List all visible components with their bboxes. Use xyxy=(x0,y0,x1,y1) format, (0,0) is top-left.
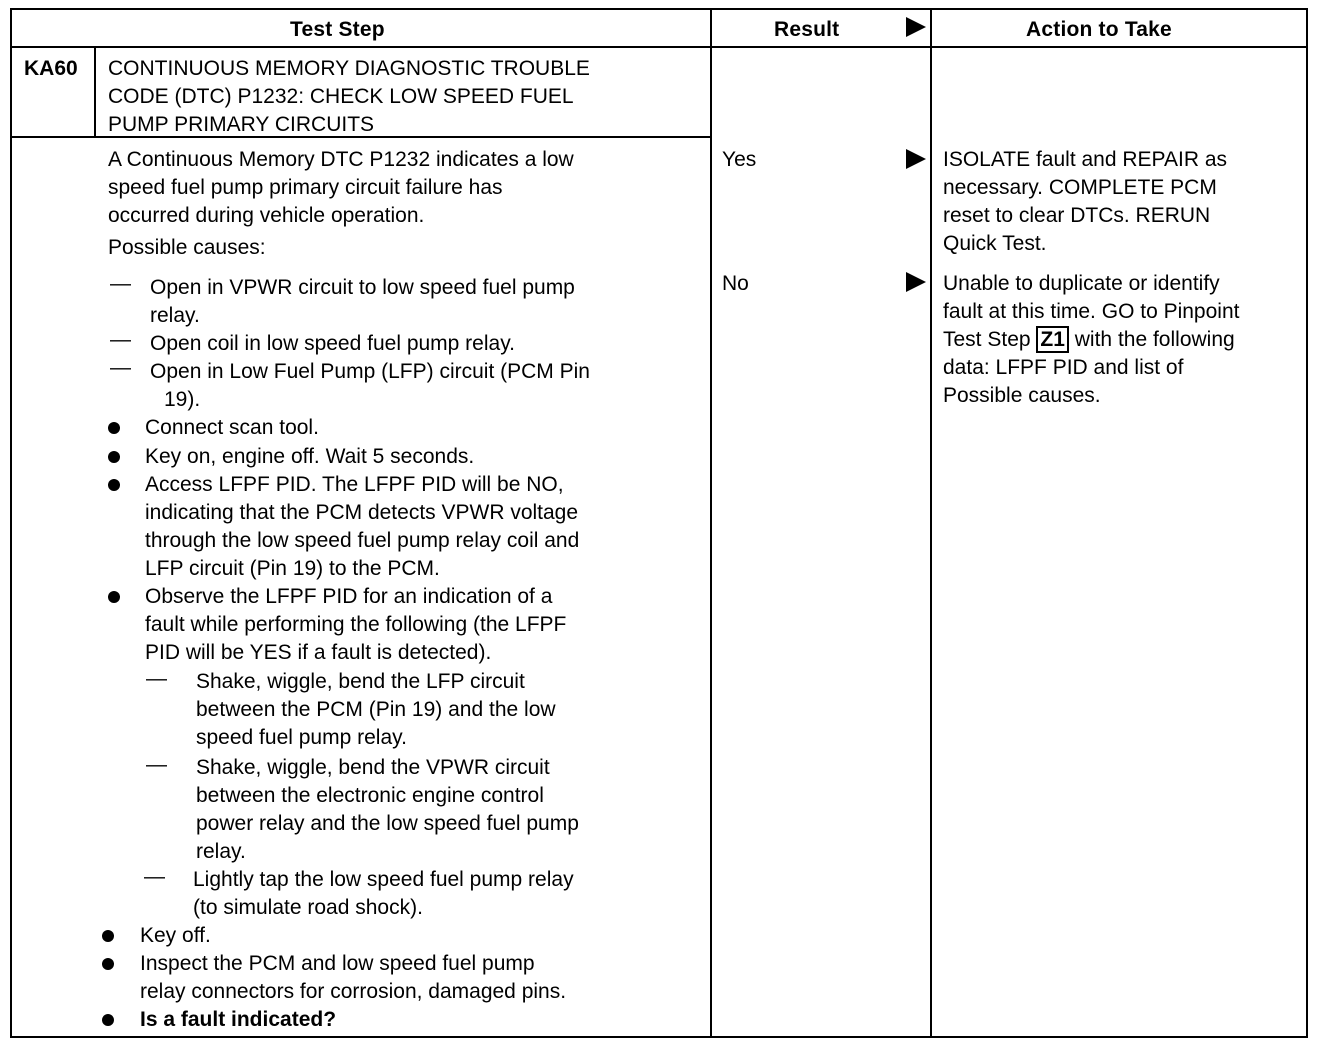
table-top-border xyxy=(10,8,1308,10)
bullet-icon xyxy=(108,479,120,491)
bullet-icon xyxy=(102,930,114,942)
header-action: Action to Take xyxy=(1026,18,1172,41)
sub-step-line: Shake, wiggle, bend the VPWR circuit xyxy=(196,756,550,779)
sub-step-item xyxy=(196,668,556,752)
action-line: necessary. COMPLETE PCM xyxy=(943,176,1217,199)
sub-step-line: Shake, wiggle, bend the LFP circuit xyxy=(196,670,525,693)
step-title-line: CODE (DTC) P1232: CHECK LOW SPEED FUEL xyxy=(108,85,574,108)
bullet-icon xyxy=(102,1014,114,1026)
pinpoint-step-link[interactable]: Z1 xyxy=(1036,326,1069,353)
intro-line: A Continuous Memory DTC P1232 indicates a low xyxy=(108,148,574,171)
step-title xyxy=(108,55,590,139)
bullet-icon xyxy=(108,422,120,434)
table-right-border xyxy=(1306,8,1308,1038)
step-title-line: PUMP PRIMARY CIRCUITS xyxy=(108,113,375,136)
bullet-line: relay connectors for corrosion, damaged pins. xyxy=(140,980,567,1003)
table-left-border xyxy=(10,8,12,1038)
bullet-icon xyxy=(102,958,114,970)
header-divider xyxy=(10,46,1308,48)
step-id-divider xyxy=(94,46,96,138)
bullet-line: Access LFPF PID. The LFPF PID will be NO, xyxy=(145,473,564,496)
sub-step-item xyxy=(193,866,574,922)
bullet-line: Inspect the PCM and low speed fuel pump xyxy=(140,952,535,975)
header-result: Result xyxy=(774,18,840,41)
intro-line: occurred during vehicle operation. xyxy=(108,204,425,227)
cause-item xyxy=(150,274,575,330)
table-bottom-border xyxy=(10,1036,1308,1038)
action-yes xyxy=(943,146,1227,258)
cause-line: 19). xyxy=(164,388,201,411)
bullet-item xyxy=(145,471,579,583)
diagnostic-table xyxy=(10,8,1308,1038)
intro-line: speed fuel pump primary circuit failure has xyxy=(108,176,503,199)
bullet-item: Connect scan tool. xyxy=(145,416,319,439)
cause-line: Open in VPWR circuit to low speed fuel pump xyxy=(150,276,575,299)
sub-step-line: between the electronic engine control xyxy=(196,784,544,807)
result-column-divider xyxy=(710,8,712,1038)
action-line: data: LFPF PID and list of xyxy=(943,356,1184,379)
bullet-line: indicating that the PCM detects VPWR voltage xyxy=(145,501,579,524)
possible-causes-label: Possible causes: xyxy=(108,236,266,259)
action-line: reset to clear DTCs. RERUN xyxy=(943,204,1211,227)
bullet-line: LFP circuit (Pin 19) to the PCM. xyxy=(145,557,440,580)
dash-icon: — xyxy=(110,272,131,295)
action-line xyxy=(943,326,1239,354)
action-line: ISOLATE fault and REPAIR as xyxy=(943,148,1228,171)
sub-step-line: (to simulate road shock). xyxy=(193,896,423,919)
dash-icon: — xyxy=(144,865,165,888)
action-column-divider xyxy=(930,8,932,1038)
question: Is a fault indicated? xyxy=(140,1008,337,1031)
action-text: with the following xyxy=(1074,328,1235,351)
bullet-line: fault while performing the following (the LFPF xyxy=(145,613,567,636)
action-line: fault at this time. GO to Pinpoint xyxy=(943,300,1240,323)
intro-paragraph xyxy=(108,146,574,230)
action-line: Possible causes. xyxy=(943,384,1101,407)
action-text: Test Step xyxy=(943,328,1031,351)
corner-fill xyxy=(10,136,12,140)
sub-step-line: power relay and the low speed fuel pump xyxy=(196,812,579,835)
header-arrow-icon xyxy=(906,17,926,37)
sub-step-line: speed fuel pump relay. xyxy=(196,726,407,749)
header-test-step: Test Step xyxy=(290,18,385,41)
action-no xyxy=(943,270,1239,410)
dash-icon: — xyxy=(146,753,167,776)
cause-item xyxy=(150,358,590,414)
bullet-item xyxy=(145,583,566,667)
action-line: Unable to duplicate or identify xyxy=(943,272,1220,295)
bullet-line: PID will be YES if a fault is detected). xyxy=(145,641,492,664)
action-line: Quick Test. xyxy=(943,232,1047,255)
result-no-label: No xyxy=(722,272,749,295)
sub-step-item xyxy=(196,754,579,866)
result-yes-arrow-icon xyxy=(906,149,926,169)
cause-item xyxy=(150,330,515,358)
step-id: KA60 xyxy=(24,57,78,80)
bullet-line: through the low speed fuel pump relay coil and xyxy=(145,529,580,552)
cause-line: Open coil in low speed fuel pump relay. xyxy=(150,332,515,355)
step-title-line: CONTINUOUS MEMORY DIAGNOSTIC TROUBLE xyxy=(108,57,590,80)
cause-line: Open in Low Fuel Pump (LFP) circuit (PCM Pin xyxy=(150,360,590,383)
bullet-item: Key off. xyxy=(140,924,211,947)
sub-step-line: Lightly tap the low speed fuel pump relay xyxy=(193,868,574,891)
bullet-item xyxy=(140,950,566,1006)
cause-line: relay. xyxy=(150,304,200,327)
sub-step-line: relay. xyxy=(196,840,246,863)
bullet-item: Key on, engine off. Wait 5 seconds. xyxy=(145,445,475,468)
sub-step-line: between the PCM (Pin 19) and the low xyxy=(196,698,556,721)
result-yes-label: Yes xyxy=(722,148,757,171)
result-no-arrow-icon xyxy=(906,272,926,292)
dash-icon: — xyxy=(110,328,131,351)
dash-icon: — xyxy=(146,667,167,690)
bullet-line: Observe the LFPF PID for an indication of a xyxy=(145,585,553,608)
bullet-icon xyxy=(108,451,120,463)
bullet-icon xyxy=(108,591,120,603)
dash-icon: — xyxy=(110,356,131,379)
